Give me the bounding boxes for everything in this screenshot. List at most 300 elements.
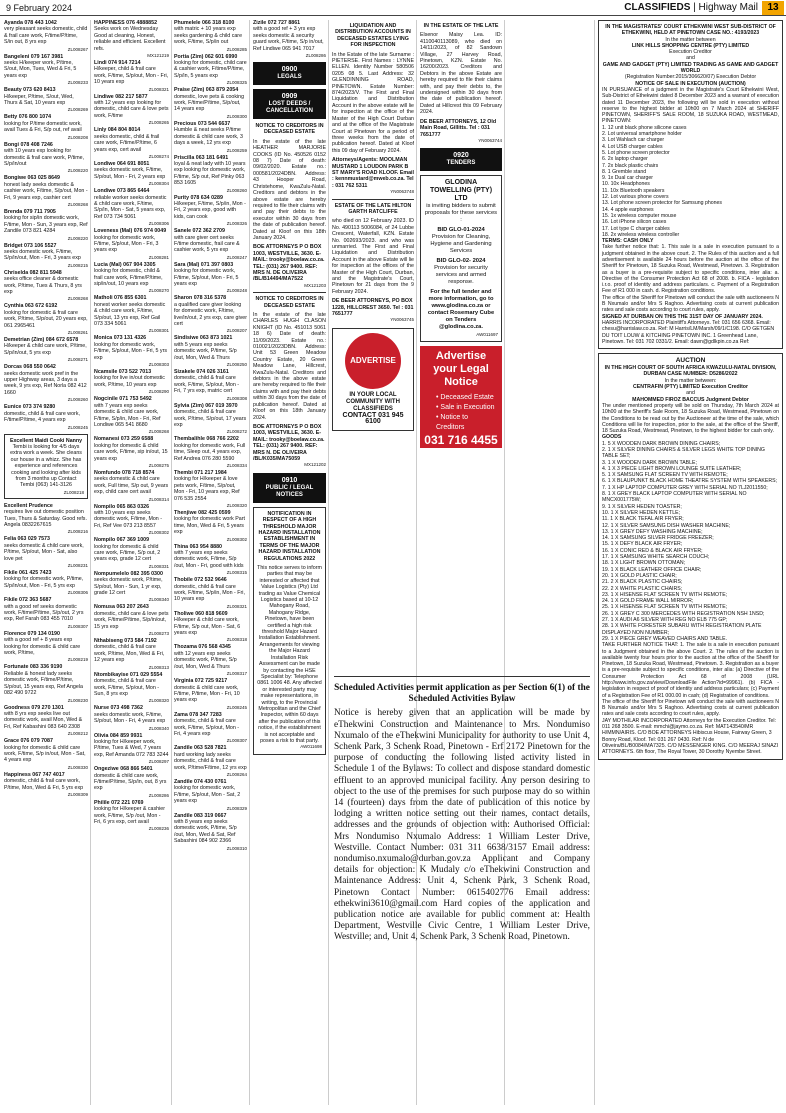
listing-name: Sylvia (Zim) 067 019 3970 [174, 402, 238, 409]
list-item: • Sale in Execution [436, 404, 495, 412]
listing-body: H/keeper, child & frail care work, F/time, S/p/out, Mon - Fri, 10 years exp [94, 66, 169, 86]
list-item: 17. 1 X SAMSUNG WHITE SEARCH COUCH; [602, 554, 710, 561]
listing-name: HAPPINESS 076 4888852 [94, 20, 158, 26]
listing-body: Humble & neat seeks P/time domestic & child care work, 3 days a week, 12 yrs exp [174, 127, 243, 147]
list-item: 1. 5 X WOODEN DARK BROWN DINING CHAIRS; [602, 440, 721, 447]
listing-name: Nompilo 065 863 0326 [94, 503, 150, 510]
listing-body: Reliable & honest lady seeks domestic work, F/time/P/time, S/p/out, 15 years exp, Ref Angela 082 490 9722 [4, 670, 83, 697]
column-2-situations-wanted [94, 20, 169, 1110]
listing-ref: ZL008268 [67, 201, 88, 207]
list-item: 9. 1x Dual car charger [602, 175, 654, 182]
list-item: 1. 12 unit black phone silicone cases [602, 124, 687, 131]
list-item [174, 779, 247, 811]
listing-body: a qualified care giver looking for domestic work, F/time, live/in/out, 2 yrs exp, care giver cert [174, 301, 247, 328]
list-item [94, 188, 169, 226]
listing-ref: ZL008313 [148, 664, 169, 670]
listing-ref: ZL008260 [226, 187, 247, 193]
list-item: 12. Lot various phone covers [602, 194, 669, 201]
listing-body: domestic, child & frail care work, F/time, S/p/in, Mon - Fri, 10 years exp [174, 583, 245, 603]
listing-body: seeks domestic & child care work, P/time, S/p/out, Mon - Sat, also love pet [4, 542, 84, 562]
listing-ref: ZL008297 [148, 759, 169, 765]
listing-ref: ZL008233 [67, 80, 88, 86]
listing-name: Nurse 073 498 7362 [94, 705, 143, 712]
listing-ref: ZL008216 [67, 529, 88, 535]
listing-ref: ZL008218 [63, 489, 84, 495]
listing-name: Ntombikayise 071 029 5554 [94, 671, 163, 678]
list-item: • Deceased Estate [436, 394, 494, 402]
listing-name: Thobile 072 532 9646 [174, 577, 227, 584]
list-item: 18. 2x wireless wireless controller [602, 231, 680, 238]
list-item: 25. 1 X HISENSE FLAT SCREEN TV WITH REMOTE; [602, 604, 728, 611]
boxed-listing [4, 434, 88, 499]
listing-body: seeks domestic work, F/time, S/p/out, Mon - Fri, 4 years exp [94, 711, 166, 725]
listing-ref: ZL008325 [226, 80, 247, 86]
listing-ref: ZL008302 [148, 530, 169, 536]
listing-body: with 8 years exp seeks domestic work, P/time, S/p /out, Mon, Wed & Sat, Ref Sabashini 084 902 2366 [174, 819, 237, 845]
listing-body: with 12 years exp seeks domestic work, P/time, S/p /out, Mon, Wed & Thurs [174, 650, 237, 670]
listing-ref: ZL008245 [226, 704, 247, 710]
listing-ref: ZL008268 [148, 429, 169, 435]
listing-body: requires live out domestic position Tues, Thurs & Saturday. Good refs. Angela 0832267615 [4, 509, 87, 528]
listing-ref: ZL008265 [148, 120, 169, 126]
listing-name: Zandile 074 430 0761 [174, 778, 227, 785]
page-header [0, 0, 786, 16]
listing-name: Precious 073 544 6637 [174, 120, 231, 127]
listing-body: H/keeper, F/time, S/p/in, Mon - Fri, 2 years exp, good with kids, can cook [174, 200, 246, 220]
list-item [174, 121, 247, 153]
listing-name: Sindisiwe 063 873 1021 [174, 335, 233, 342]
list-item [4, 631, 88, 663]
list-item [94, 396, 169, 434]
listing-body: seeks domestic work, P/time, S/p/out, Mon - Sun, 1 yr exp, grade 12 cert [94, 577, 163, 597]
list-item [4, 570, 88, 595]
notice-major-hazard: NOTIFICATION IN RESPECT OF A HIGH THRESHOLD MAJOR HAZARD INSTALLATION ESTABLISHMENT IN TERMS OF THE MAJOR HAZARD INSTALLATION REGULATIONS 2022 This notice serves to inform parties that may be interested or affected that Value Logistics (Pty) Ltd trading as Value Chemical Logistics based at 10-12 Mahogany Road, Mahogany Ridge, Pinetown, have been certified a high risk threshold Major Hazard Installation Establishment. Arrangements for viewing the Major Hazard Installation Risk Assessment can be made by contacting the HSE Specialist by: Telephone 0861 1006 48. Any affected or interested party may make representations, in writing, to the Provincial Metropolitan and the Chief Inspector, within 60 days after the publication of this notice, if the establishment is not acceptable and poses a risk to that party. AW011698 [253, 507, 326, 755]
listing-ref: ZL008272 [226, 429, 247, 435]
list-item: 4. 1 X 3 PIECE LIGHT BROWN LOUNGE SUITE LEATHER; [602, 465, 742, 472]
list-item: Zizile 072 727 8861 with a good ref + 3 yrs exp seeks domestic & security guard work, F/time, S/p in/out, Ref Lindiwe 065 941 7017 ZL008286 [253, 20, 326, 59]
list-item: 3. Lot Wahlach car charger [602, 137, 665, 144]
list-item [94, 228, 169, 260]
listing-name: Bridget 073 106 5527 [4, 242, 57, 249]
listing-name: Loveness (Mal) 076 974 0049 [94, 228, 167, 235]
list-item [94, 60, 169, 92]
listing-name: Sharon 078 316 5378 [174, 295, 227, 302]
listing-name: Ncamsile 073 522 7013 [94, 369, 152, 376]
listing-name: Excellent Maidi Cooki Nanny [9, 437, 83, 444]
listing-ref: ZL008231 [67, 563, 88, 568]
listing-ref: ZL008268 [67, 296, 88, 302]
listing-ref: ZL008275 [148, 462, 169, 468]
listing-body: looking for live in/out domestic work, P/time, 10 years exp [94, 375, 165, 388]
list-item [174, 813, 247, 851]
list-item: 13. Lot phone screen protector for Samsung phones [602, 200, 722, 207]
listing-ref: MX121219 [147, 53, 169, 59]
listing-name: Portia (Zim) 062 601 6990 [174, 53, 238, 60]
list-item [174, 155, 247, 193]
listing-name: Chriselda 082 811 5948 [4, 269, 62, 276]
list-item: 18. 1 X LIGHT BROWN OTTOMAN; [602, 560, 686, 567]
list-item [4, 209, 88, 241]
listing-ref: ZL008304 [148, 181, 169, 187]
list-item [174, 745, 247, 777]
listing-name: Goodness 079 270 1301 [4, 704, 64, 711]
listing-body: H/keeper & child care work, F/time, S/p out, Mon - Sat, 6 years exp [174, 617, 241, 637]
list-item [174, 20, 247, 52]
list-item [94, 504, 169, 536]
column-4-legals [253, 20, 326, 1110]
listing-ref: ZL008208 [67, 134, 88, 140]
listing-name: Demetrian (Zim) 084 672 6578 [4, 337, 79, 344]
column-3-situations-wanted [174, 20, 247, 1110]
auction-notice: AUCTION IN THE HIGH COURT OF SOUTH AFRICA KWAZULU-NATAL DIVISION, DURBAN CASE NUMBER: D5286/2022 In the matter between: CENTRAFIN (PTY) LIMITED Execution Creditor and MAHOMMED FIROZ BACCUS Judgment Debtor The under mentioned property will be sold on Thursday, 7th March 2024 at 10h00 at the Sheriff's Sale Room, 18 Suzuka Road, Westmead, Pinetown on the Conditions to be read out by the Auctioneer at the time of the sale, which Conditions will lie for inspection, prior to the sale, at the office of the Sheriff, 18 Suzuka Road, Westmead, Pinetown, to the highest bidder for cash only. GOODS 1. 5 X WOODEN DARK BROWN DINING CHAIRS; 2. 1 X SILVER DINING CHAIRS & SILVER LEGS WHITE TOP DINING TABLE SET; 3. 1 X WOODEN DARK BROWN TABLE; 4. 1 X 3 PIECE LIGHT BROWN LOUNGE SUITE LEATHER; 5. 1 X SAMSUNG FLAT SCREEN TV WITH REMOTE; 6. 1 X BLAUPUNKT BLACK HOME THEATRE SYSTEM WITH SPEAKERS; 7. 1 X HP LAPTOP COMPUTER GREY WITH SERIAL NO 7LJ2011550; 8. 1 X GREY BLACK LAPTOP COMPUTER WITH SERIAL NO MNCX001775W; 9. 1 X SILVER HEDEN TOASTER; 10. 1 X SILVER HEDEN KETTLE; 11. 1 X BLACK TEFAL AIR FRYER; 12. 1 X SILVER SAMSUNG DISH WASHER MACHINE; 13. 1 X GREY DEFY WASHING MACHINE; 14. 1 X SAMSUNG SILVER FRIDGE FREEZER; 15. 1 X DEFY BLACK AIR FRYER; 16. 1 X CONIC RED & BLACK AIR FRYER; 17. 1 X SAMSUNG WHITE SEARCH COUCH; 18. 1 X LIGHT BROWN OTTOMAN; 19. 1 X BLACK LEATHER OFFICE CHAIR; 20. 1 X GOLD PLASTIC CHAIR; 21. 2 X BLACK PLASTIC CHAIRS; 22. 2 X WHITE PLASTIC CHAIRS; 23. 1 X HISENSE FLAT SCREEN TV WITH REMOTE; 24. 1 X GOLD FRAME WALL MIRROR; 25. 1 X HISENSE FLAT SCREEN TV WITH REMOTE; 26. 1 X GREY C 300 MERCEDES WITH REGISTRATION NSH 1NSD; 27. 1 X AUDI A6 SILVER WITH REG NO ELB 775 GP; 28. 1 X WHITE FORESTER SUBARU WITH REGISTRATION PLATE DISPLAYED NON NUMBER; 29. 1 X PIECE GREY WEAVED CHAIRS AND TABLE. TAKE FURTHER NOTICE THAT: 1. The sale is a sale in execution pursuant to a Judgment obtained in the above Court. 2. The rules of the auction is available twenty four hours prior to the auction at the office of the Sheriff for Pinetown, 18 Suzuka Road, Westmead, Pinetown. 3. Registration as a buyer is a pre-requisite subject to specific conditions, inter alia: (a) Directive of the Consumer Protection Act 68 of 2008 (URL http://www.info.gov.za/view/DownloadFile Action?id=99961). (b) FICA - legislation in respect of proof of identity and address particulars; (c) Payment of a Registration Fee of R1 000.00 in cash; (d) Registration of conditions. The office of the Sheriff for Pinetown will conduct the sale with auctioneers N B Nxumalo and/or Mrs S Raghoo. Advertising costs at current publication rates and sale costs according to court rules, apply. JAY MOTHILAR INCORPORATED Attorneys for the Execution Creditor. Tel: 011 268 3500. E-mail: mmchi@jaymo.co.za. Ref: MAT143540/MR H/MMN/AIRIS. C/O BOE ATTORNEYS Hibiscus House, Fairway Green, 3 Bonny Road, Kloof. Tel: 031 267 0430. Ref: N de Oliveira/BL/B0084/MA7325. C/O MESSENGER KING. C/O MEERAJ SINAZI ATTORNEYS. 6th floor, The Royal Tower, 30 Dorothy Nyembe Street. [598, 353, 783, 759]
listing-name: Thenjiwe 082 425 0599 [174, 509, 231, 516]
list-item: 2. Lot universal smartphone holder [602, 131, 682, 138]
listing-ref: ZL008331 [148, 563, 169, 569]
listing-body: domestic & child care work, F/time/P/time, S/p/in, out, 8 yrs exp [94, 772, 167, 792]
liquidation-notice: LIQUIDATION AND DISTRIBUTION ACCOUNTS IN DECEASED ESTATES LYING FOR INSPECTION In the Estate of the late Surname : PIETERSE. First Names : LYNNE ELLEN. Identity Number 580506 0205 08 5. Last Address: 32 GLENDINNING ROAD, PINETOWN. Estate Number: 874/2023/V. The First and Final Liquidation and Distribution Account in the above estate will lie for inspection at the office of the Master of the High Court Durban and at the office of the Magistrate Court at Pinetown for a period of three weeks from the date of publication hereof. Dated at Kloof this 09 day of February 2024. Attorneys/Agents: MOOLMAN MUSTARD 1 LOUDON PARK B ST MARY'S ROAD KLOOF. Email : kennmustard@mweb.co.za. Tel : 031 762 5311 YN0063748 [332, 23, 414, 195]
listing-body: with 10 years exp looking for domestic & frail care work, P/time, S/p/in/out [4, 148, 85, 167]
listing-name: Florence 079 134 0190 [4, 630, 60, 637]
listing-ref: ZL008306 [148, 221, 169, 227]
listing-name: Matholi 076 855 6301 [94, 295, 147, 302]
list-item [4, 142, 88, 174]
listing-body: with 7 years exp seeks domestic & child care work, F/time, S/p/in, Mon - Fri, Ref Londiwe 065 541 8680 [94, 402, 161, 428]
list-item [174, 678, 247, 710]
listing-ref: ZL008317 [226, 671, 247, 677]
list-item [4, 597, 88, 629]
list-item [94, 705, 169, 730]
list-item: 2. 1 X SILVER DINING CHAIRS & SILVER LEGS WHITE TOP DINING TABLE SET; [602, 447, 765, 460]
advertise-stamp-icon: ADVERTISE [345, 333, 401, 389]
listing-name: Beauty 073 620 8413 [4, 87, 56, 94]
listing-name: Praise (Zim) 063 879 2054 [174, 87, 239, 94]
listing-ref: ZL008236 [148, 826, 169, 832]
listing-name: Olivia 084 859 9931 [94, 732, 143, 739]
listing-name: Priscilla 063 181 6491 [174, 154, 229, 161]
list-item: 27. 1 X AUDI A6 SILVER WITH REG NO ELB 775 GP; [602, 617, 728, 624]
list-item: 14. 4 apple earphones [602, 206, 654, 213]
listing-body: domestic, child & frail care work, P/time, S/p/out, 17 years exp [174, 409, 247, 428]
list-item: 28. 1 X WHITE FORESTER SUBARU WITH REGISTRATION PLATE DISPLAYED NON NUMBER; [602, 623, 762, 636]
listing-body: domestic, love pets & cooking work, F/time/P/time, S/p/out, 14 years exp [174, 93, 245, 113]
list-item [4, 243, 88, 268]
listing-body: with 8 yrs exp seeks live out domestic work, avail Mon, Wed & Fri, Ref Kabashini 083 640 2308 [4, 710, 83, 730]
listing-body: looking for H/keeper & love pets work, F/time, S/p/out, Mon - Fri, 10 years exp, Ref 076 535 2554 [174, 476, 240, 502]
listing-name: Monica 073 131 4326 [94, 335, 147, 342]
list-item [4, 114, 88, 139]
listing-body: domestic, child & frail care work, F/time, S/p/out, Mon - Fri, 4 years exp [174, 718, 240, 737]
listing-ref: ZL008303 [148, 362, 169, 368]
listing-ref: ZL008245 [67, 424, 88, 430]
listing-ref: ZL008318 [226, 637, 247, 643]
listing-body: honest worker seeks domestic & child care work, F/time, S/p/out, 13 yrs exp, Ref Gail 073 334 5061 [94, 301, 166, 328]
listing-name: Betty 076 800 1074 [4, 114, 52, 121]
legal-notice-promo: Advertise your Legal Notice • Deceased Estate • Sale in Execution • Notice to Creditors 031 716 4455 [420, 346, 502, 447]
scheduled-activities-notice: Scheduled Activities permit application as per Section 6(1) of the Scheduled Activities Bylaw Notice is hereby given that an application will be made by eThekwini Construction and Maintenance to Mrs. Nondumiso Nxumalo of the eThekwini Municipality for authority to use Unit 4, Schenk Park, 3 Schenk Road, Pinetown - Erf 2172 Pinetown for the purpose of conducting the following listed activity listed in Schedule 1 of the Bylaws: To collect and dispose standard domestic effluent to an approved municipal facility. Any person desiring to object to the use of the premises for such purpose may do so within 14 (fourteen) days from the date of publication of this notice by lodging a written notice setting out their names, contact details, addresses and the grounds of objection with: Authorised Official: Mrs Nondumiso Nxumalo Address: 1 William Lester Drive, Westville. Contact Number: 031 311 6638/3157 Email address: nondumiso.nxumalo@durban.gov.za Applicant and Company details for objection: K Mudaly c/o eThekwini Construction and Maintenance Address: Unit 4, Schenk Park, 3 Schenk Road, Pinetown Contact Number: 0615402776 Email address: ethekwini3610@gmail.com Hard copies of the application and publication notice are available for public comment at: Health Department, Westville Civic Centre, 1 William Lester Drive, Westville; and, Unit 4, Schenk Park, 3 Schenk Road, Pinetown. [334, 676, 590, 1106]
list-item: 10. 10x Headphones [602, 181, 650, 188]
list-item [4, 536, 88, 568]
list-item [94, 369, 169, 394]
list-item: 14. 1 X SAMSUNG SILVER FRIDGE FREEZER; [602, 535, 714, 542]
listing-name: Happiness 067 747 4017 [4, 771, 65, 778]
listing-name: Sizakele 074 026 3161 [174, 369, 229, 376]
list-item: 15. 1 X DEFY BLACK AIR FRYER; [602, 541, 683, 548]
listing-ref: ZL008320 [226, 502, 247, 508]
listing-body: with a good ref + 8 years exp looking for domestic & child care work, P/time, [4, 637, 81, 657]
list-item: 16. 1 X CONIC RED & BLACK AIR FRYER; [602, 547, 703, 554]
listing-body: seeks office cleaner & domestic work, P/time, Tues & Thurs, 8 yrs exp [4, 276, 82, 295]
listing-name: Lindiwe 082 217 5877 [94, 93, 148, 100]
listing-name: Thozama 076 568 4345 [174, 644, 231, 651]
listing-body: with 5 years exp seeks domestic work, P/time, S/p /out, Mon, Wed & Thurs [174, 341, 237, 361]
listing-ref: ZL008274 [148, 153, 169, 159]
listing-body: looking for domestic work, F/time, S/p/out, Mon - Fri, 3 years exp [94, 234, 159, 254]
listing-ref: ZL008220 [67, 235, 88, 241]
listing-ref: ZL008250 [226, 362, 247, 368]
column-right-court-notices [598, 20, 783, 1110]
listing-ref: ZL008309 [67, 791, 88, 797]
list-item: 9. 1 X SILVER HEDEN TOASTER; [602, 503, 682, 510]
listing-ref: ZL008320 [148, 698, 169, 704]
listing-ref: ZL008219 [67, 657, 88, 663]
list-item [4, 270, 88, 302]
listing-name: Grace 076 079 7087 [4, 738, 53, 745]
list-item [174, 577, 247, 609]
category-header-legals: 0900 LEGALS [253, 62, 326, 85]
listing-name: Purity 078 634 0289 [174, 194, 223, 201]
listing-body: reliable worker seeks domestic & child care work, F/time, S/p/in, Mon - Sat, 5 years exp, Ref 073 734 5061 [94, 194, 167, 220]
listing-body: with a good ref seeks domestic work, F/time/P/time, S/p/out, 2 yrs exp, Ref Farah 083 455 7010 [4, 603, 84, 623]
list-item [174, 54, 247, 86]
list-item [174, 611, 247, 643]
listing-ref: ZL008220 [67, 168, 88, 174]
list-item [4, 303, 88, 335]
list-item: 3. 1 X WOODEN DARK BROWN TABLE; [602, 459, 697, 466]
listing-ref: ZL008212 [67, 731, 88, 737]
listing-body: domestic, child & frail care work, F/time/P/time, 4 years exp [4, 410, 80, 424]
category-header-public-notices: 0910 PUBLIC / LEGAL NOTICES [253, 473, 326, 503]
list-item: 7. 2x black plastic chairs [602, 162, 659, 169]
list-item: 12. 1 X SILVER SAMSUNG DISH WASHER MACHINE; [602, 522, 731, 529]
list-item [94, 262, 169, 294]
list-item [94, 638, 169, 670]
list-item [174, 335, 247, 367]
listing-body: looking for sip/in domestic work, F/time, Mon - Sun, 3 years exp, Ref Zandile 073 821 4284 [4, 215, 88, 235]
list-item [94, 127, 169, 159]
list-item: 17. Lot type C charger cables [602, 225, 670, 232]
listing-ref: ZL008330 [67, 764, 88, 770]
listing-name: Bangeleni 079 167 3981 [4, 53, 64, 60]
listing-body: Tembi is looking for 4/5 days extra work a week. She cleans our house in a whizz. She has experience and references cooking and looking after kids from 3 months up Contact Tembi (063) 141-3126 [10, 443, 82, 489]
listing-body: H/keeper & child care work, P/time, S/p/in/out, 5 yrs exp [4, 343, 87, 356]
listing-name: Fortunate 083 336 9190 [4, 664, 63, 671]
listing-name: Nompumelelo 082 395 0300 [94, 570, 163, 577]
listing-body: seeks H/keeper work, P/time, S/out, Mon, Tues, Wed & Fri, 5 years exp [4, 60, 77, 79]
listing-body: looking for domestic work, F/time, S/p/out, Mon - Sat, 2 years exp [174, 785, 241, 805]
listing-name: Cynthia 063 672 6192 [4, 303, 58, 310]
list-item [94, 436, 169, 468]
listing-body: with 10 years exp seeks domestic work, F/time, Mon - Fri, Ref Vee 073 213 8557 [94, 509, 162, 529]
list-item [4, 705, 88, 737]
listing-body: with matric + 10 years exp seeks gardening & child care work, F/time, S/p/in out [174, 26, 243, 46]
listing-body: domestic, child & frail care work, P/time, Mon, Wed & Fri, 5 yrs exp [4, 778, 84, 791]
listing-name: Londiwe 064 691 8051 [94, 160, 150, 167]
list-item [174, 644, 247, 676]
list-item [174, 712, 247, 744]
listing-name: Nogcinile 071 753 5492 [94, 396, 152, 403]
list-item [4, 503, 88, 535]
list-item: 16. Lot iPhone silicon cases [602, 219, 667, 226]
list-item: 22. 2 X WHITE PLASTIC CHAIRS; [602, 585, 683, 592]
listing-name: Nomusa 063 207 2643 [94, 604, 149, 611]
listing-body: hard working lady seeks domestic, child & frail care work, P/time/F/time, 12 yrs exp [174, 751, 247, 771]
listing-ref: ZL008270 [148, 288, 169, 294]
listing-ref: ZL008281 [148, 254, 169, 260]
listing-body: domestic & child care work, F/time, P/time, Mon - Fri, 10 years exp [174, 684, 240, 704]
listing-name: Bongiwe 063 025 8649 [4, 175, 60, 182]
listing-ref: ZL008264 [226, 771, 247, 777]
listing-body: looking for domestic work, P/time, S/p/in/out, Mon - Fri, 5 yrs exp [4, 576, 84, 589]
column-6-legals [420, 20, 502, 700]
listing-body: domestic, child & frail care work, F/time, S/p/out, Mon - Sun, 8 yrs exp [94, 678, 160, 697]
listing-name: Londiwe 073 865 6464 [94, 188, 150, 195]
list-item [4, 175, 88, 207]
list-item [4, 738, 88, 770]
listing-body: looking for domestic & child care work, F/time, S/p in/out, Mon - Sat, 4 years exp [4, 744, 86, 764]
listing-ref: ZL008300 [226, 113, 247, 119]
estate-notice-lea: IN THE ESTATE OF THE LATE Elsenor Maisy Lea. ID: 4110040113089, who died on 14/11/2023, of 82 Sandown Village, 27 Harvey Road, Pinetown, KZN. Estate No. 16200/2023. Creditors and Debtors in the above Estate are hereby required to file their claims with, and pay their debts to, the undersigned within 30 days from the date of publication hereof. Dated at Hillcrest this 09 February 2024. DE BEER ATTORNEYS, 12 Old Main Road, Gillitts. Tel : 031 7651777 YN0063744 [420, 23, 502, 143]
list-item: 5. Lot phone screen protector [602, 149, 670, 156]
list-item: 13. 1 X GREY DEFY WASHING MACHINE; [602, 528, 703, 535]
listing-name: Philile 072 221 0769 [94, 799, 144, 806]
listing-name: Lindi 074 914 7214 [94, 60, 141, 67]
listing-ref: ZL008307 [226, 738, 247, 744]
list-item [174, 436, 247, 468]
listing-ref: ZL008306 [67, 590, 88, 596]
listing-ref: ZL008340 [148, 725, 169, 731]
list-item [94, 733, 169, 765]
listing-body: looking for P/time domestic work, avail Tues & Fri, S/p out, ref avail [4, 120, 82, 134]
listing-ref: ZL008315 [226, 570, 247, 576]
list-item: 21. 2 X BLACK PLASTIC CHAIRS; [602, 579, 683, 586]
listing-body: looking for domestic & child care work, F/time, S/p out, 2 years exp, grade 12 cert [94, 543, 161, 563]
list-item [4, 20, 88, 52]
listing-name: Sara (Mal) 071 397 0803 [174, 261, 234, 268]
list-item: 8. 1 X GREY BLACK LAPTOP COMPUTER WITH SERIAL NO MNCX001775W; [602, 491, 747, 504]
list-item [4, 87, 88, 112]
list-item [4, 664, 88, 702]
listing-ref: ZL008302 [226, 536, 247, 542]
listing-body: looking for domestic, child care & cashier work, F/time/P/time, S/p/in, 5 years exp [174, 60, 247, 79]
listing-ref: ZL008260 [67, 397, 88, 403]
list-item [4, 337, 88, 362]
list-item [174, 87, 247, 119]
list-item: 8. 1 Gremble stand [602, 168, 647, 175]
list-item [94, 604, 169, 636]
listing-body: with 12 years exp looking for domestic, child care & love pets work, F/time [94, 100, 169, 119]
listing-body: looking for H/keeper & cashier work, F/time, S/p /out, Mon - Fri, 6 yrs exp, cert avail [94, 806, 165, 825]
listing-name: Ongeziwe 068 866 5401 [94, 766, 153, 773]
listing-name: Nomanesi 073 259 6588 [94, 436, 154, 443]
list-item [94, 537, 169, 569]
list-item: 6. 1 X BLAUPUNKT BLACK HOME THEATRE SYSTEM WITH SPEAKERS; [602, 478, 777, 485]
list-item [174, 262, 247, 294]
list-item [94, 161, 169, 186]
listing-body: H/keeper, P/time, S/out, Wed, Thurs & Sat, 10 years exp [4, 93, 74, 107]
section-title: CLASSIFIEDS | Highway Mail [624, 2, 758, 13]
listing-ref: ZL008321 [148, 86, 169, 92]
list-item: 10. 1 X SILVER HEDEN KETTLE; [602, 509, 681, 516]
listing-name: Thembalihle 068 766 2202 [174, 436, 239, 443]
listing-name: Bongi 078 408 7246 [4, 141, 53, 148]
listing-ref: ZL008326 [226, 221, 247, 227]
issue-date: 9 February 2024 [6, 3, 73, 13]
list-item [94, 571, 169, 603]
notice-creditors-1: NOTICE TO CREDITORS IN DECEASED ESTATE In the estate of the late HEATHER MARJORIE COOKS (ID No. 450526 0152 08 7) Date of death: 09/02/2020. Estate no.: 000581/2024DBN. Address: 43 Hooper Road, Christehome, KwaZulu-Natal. Creditors and debtors in the above estate are hereby required to file their claims with and pay their debts to the executor within 30 days from the date of publication hereof. Dated at Kloof on this 18th January 2024. BOE ATTORNEYS P O BOX 1003, WESTVILLE, 3630. E- MAIL: trooky@boelaw.co.za. TEL: (031) 267 9400. REF: MRS N. DE OLIVEIRA /BL/B14494/MA7522 MX121203 [253, 123, 326, 288]
listing-body: looking for domestic, child & frail care work, F/time/P/time, sip/in/out, 10 years exp [94, 268, 163, 287]
listing-body: seeks domestic work, F/time, S/p/in/out, Mon - Fri, 3 years exp [4, 248, 81, 262]
list-item [4, 404, 88, 429]
listing-name: Zandile 063 528 7821 [174, 745, 227, 752]
column-5-legals [332, 20, 414, 700]
listing-ref: ZL008259 [226, 147, 247, 153]
listing-body: looking for domestic & child care work, F/time, sip in/out, 15 years exp [94, 442, 168, 462]
listing-name: Brenda 079 711 7905 [4, 208, 56, 215]
listing-name: Nomfundo 078 718 8574 [94, 469, 155, 476]
listing-ref: ZL008329 [226, 805, 247, 811]
listing-body: domestic, child & frail care work, F/time, S/p/out, Mon - Fri, 7 yrs exp, matric cert [174, 375, 240, 395]
list-item [4, 364, 88, 402]
list-item: 15. 1x wireless computer mouse [602, 212, 677, 219]
list-item [174, 195, 247, 227]
listing-name: Felia 063 029 7573 [4, 536, 50, 543]
list-item: • Notice to Creditors [436, 414, 469, 432]
listing-body: seeks domestic & child care work, Full time, S/p out, 9 years exp, child care cert avail [94, 476, 169, 496]
listing-ref: ZL008230 [67, 697, 88, 703]
listing-ref: ZL008307 [67, 623, 88, 629]
list-item: 11. 10x Bluetooth speakers [602, 187, 665, 194]
listing-name: Linly 084 804 8014 [94, 127, 141, 134]
listing-body: looking for domestic work, F/time, S/p/out, Mon - Fri, 5 years exp [174, 268, 239, 287]
list-item [174, 403, 247, 435]
category-header-tenders: 0920 TENDERS [420, 148, 502, 171]
list-item: 5. 1 X SAMSUNG FLAT SCREEN TV WITH REMOTE; [602, 472, 728, 479]
listing-name: Zandile 083 319 0667 [174, 812, 227, 819]
list-item: 26. 1 X GREY C 300 MERCEDES WITH REGISTRATION NSH 1NSD; [602, 610, 765, 617]
listing-name: Thembi 071 217 1984 [174, 469, 227, 476]
list-item [94, 295, 169, 333]
page-number: 13 [762, 1, 784, 15]
list-item: 7. 1 X HP LAPTOP COMPUTER GREY WITH SERIAL NO 7LJ2011550; [602, 484, 768, 491]
listing-ref: ZL008207 [226, 328, 247, 334]
list-item: 19. 1 X BLACK LEATHER OFFICE CHAIR; [602, 566, 702, 573]
tender-glodina: GLODINA TOWELLING (PTY) LTD is inviting bidders to submit proposals for these services : BID GLO-01-2024 Provision for Cleaning, Hygiene and Gardening Services BID GLO-02- 2024 Provision for security services and armed response. For the full tender and more information, go to www.glodina.co.za or contact Rosemary Cube on Tenders @glodina.co.za. AW011697 [420, 175, 502, 342]
list-item: 6. 2x laptop charger [602, 156, 648, 163]
listing-body: honest lady seeks domestic & cashier work, F/time, S/p/out, Mon - Fri, 9 years exp, cashier cert [4, 181, 88, 201]
list-item: 24. 1 X GOLD FRAME WALL MIRROR; [602, 598, 694, 605]
listing-name: Eunice 073 374 9280 [4, 404, 56, 411]
listing-ref: ZL008271 [67, 357, 88, 363]
listing-ref: ZL008301 [148, 328, 169, 334]
listing-name: Phumelele 066 318 8100 [174, 20, 235, 26]
listing-ref: ZL008285 [226, 46, 247, 52]
listing-body: with care giver cert seeks F/time domestic, frail care & cashier work, 5 yrs exp [174, 234, 240, 254]
notice-creditors-2: NOTICE TO CREDITORS IN DECEASED ESTATE In the estate of the late CHARLES HUGH CLASON KNIGHT (ID No. 451013 5061 18 6) Date of death: 11/09/2023. Estate no.: 010021/2023DBN. Address: Unit 53 Green Meadow Country Estate, 20 Green Meadow Lane, Hillcrest, KwaZulu-Natal. Creditors and debtors in the above estate are hereby required to file their claims with and pay their debts within 30 days from the date of publication hereof. Dated at Kloof on this 18th January 2024. BOE ATTORNEYS P O BOX 1003, WESTVILLE, 3630. E- MAIL: trooky@boelaw.co.za. TEL: (031) 267 9400. REF: MRS N. DE OLIVEIRA /BL/K035/MA75059 MX121202 [253, 296, 326, 468]
listing-ref: ZL008267 [67, 46, 88, 52]
list-item [174, 510, 247, 542]
listing-ref: ZL008273 [148, 631, 169, 637]
listing-body: Seeks work on Wednesday Good at cleaning, Honest, reliable and efficient. Excellent refs. [94, 26, 166, 52]
